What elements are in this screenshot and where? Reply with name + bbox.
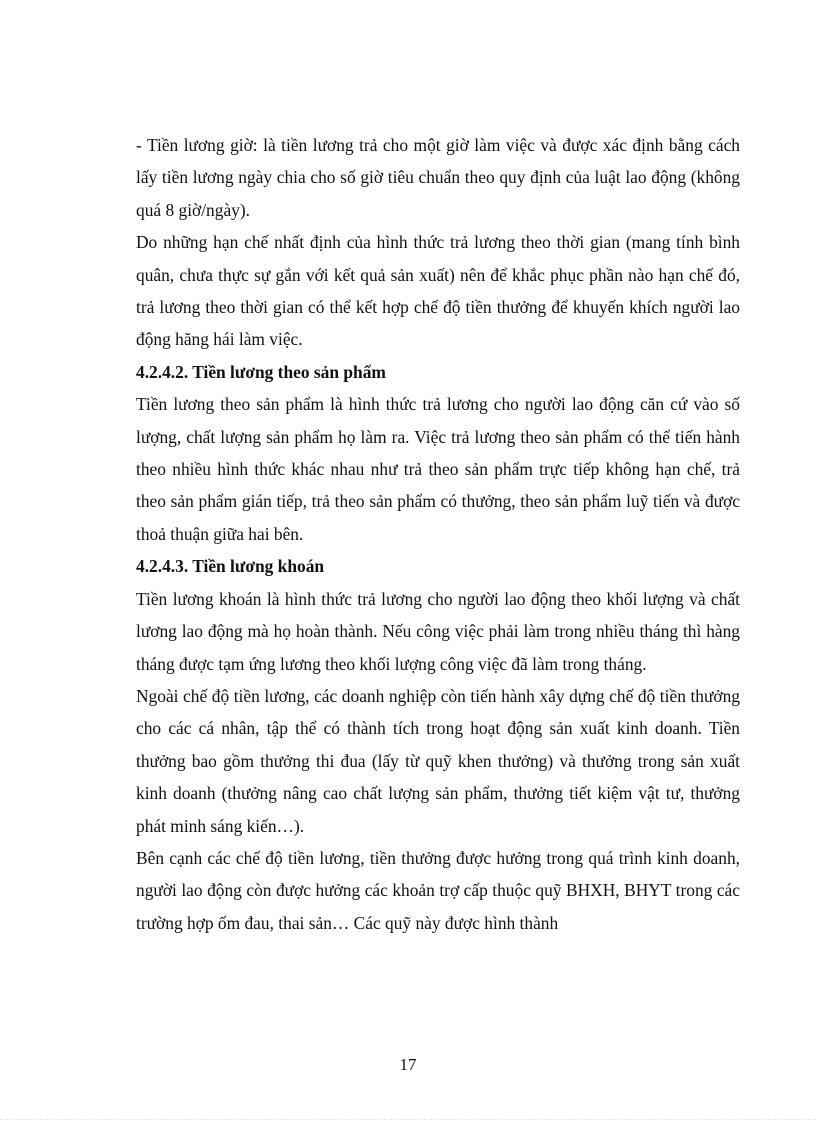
page-body [136, 129, 740, 939]
section-heading-product-wage: 4.2.4.2. Tiền lương theo sản phẩm [136, 361, 386, 382]
page-bottom-divider [0, 1119, 816, 1120]
paragraph-product-wage: Tiền lương theo sản phẩm là hình thức trả lương cho người lao động căn cứ vào số lượng, chất lượng sản phẩm họ làm ra. Việc trả lương theo sản phẩm có thể tiến hành theo nhiều hình thức khác nhau như trả theo sản phẩm trực tiếp không hạn chế, trả theo sản phẩm gián tiếp, trả theo sản phẩm có thưởng, theo sản phẩm luỹ tiến và được thoả thuận giữa hai bên. [136, 394, 740, 544]
section-heading-contract-wage: 4.2.4.3. Tiền lương khoán [136, 556, 325, 577]
paragraph-contract-wage: Tiền lương khoán là hình thức trả lương cho người lao động theo khối lượng và chất lương lao động mà họ hoàn thành. Nếu công việc phải làm trong nhiều tháng thì hàng tháng được tạm ứng lương theo khối lượng công việc đã làm trong tháng. [136, 588, 740, 674]
paragraph-allowances: Bên cạnh các chế độ tiền lương, tiền thưởng được hưởng trong quá trình kinh doanh, người lao động còn được hưởng các khoản trợ cấp thuộc quỹ BHXH, BHYT trong các trường hợp ốm đau, thai sản… Các quỹ này được hình thành [136, 847, 740, 933]
paragraph-time-wage-limitations: Do những hạn chế nhất định của hình thức trả lương theo thời gian (mang tính bình quân, chưa thực sự gắn với kết quả sản xuất) nên để khắc phục phần nào hạn chế đó, trả lương theo thời gian có thể kết hợp chế độ tiền thưởng để khuyến khích người lao động hăng hái làm việc. [136, 232, 740, 350]
page-number: 17 [399, 1055, 417, 1074]
paragraph-bonus: Ngoài chế độ tiền lương, các doanh nghiệp còn tiến hành xây dựng chế độ tiền thưởng cho các cá nhân, tập thể có thành tích trong hoạt động sản xuất kinh doanh. Tiền thưởng bao gồm thưởng thi đua (lấy từ quỹ khen thưởng) và thưởng trong sản xuất kinh doanh (thưởng nâng cao chất lượng sản phẩm, thưởng tiết kiệm vật tư, thưởng phát minh sáng kiến…). [136, 685, 740, 836]
paragraph-hourly-wage: - Tiền lương giờ: là tiền lương trả cho một giờ làm việc và được xác định bằng cách lấy tiền lương ngày chia cho số giờ tiêu chuẩn theo quy định của luật lao động (không quá 8 giờ/ngày). [136, 135, 740, 220]
